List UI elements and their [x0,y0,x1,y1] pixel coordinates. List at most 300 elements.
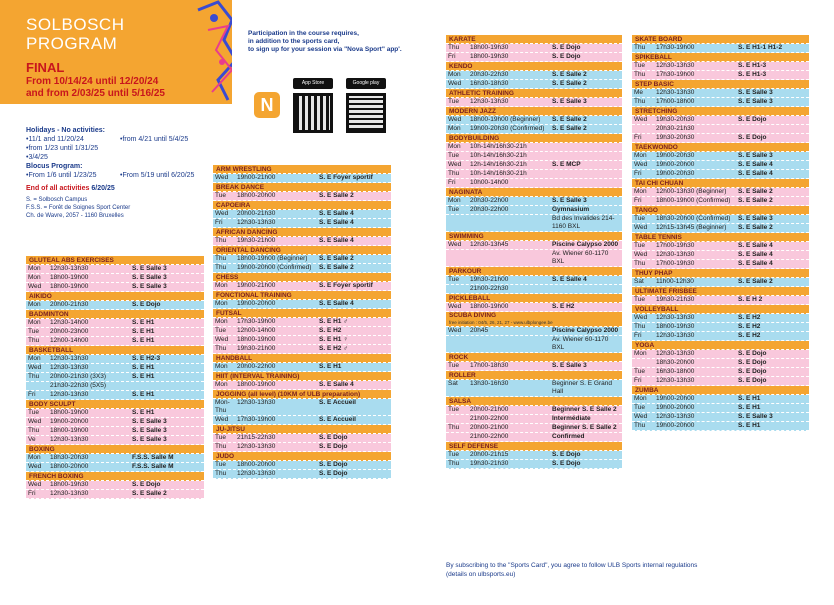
time-cell: 19h00-20h00 [50,418,89,425]
activity-title [213,183,391,192]
intro-line: to sign up for your session via "Nova Sport" app'. [248,46,402,53]
schedule-row [446,460,622,469]
schedule-row [632,404,809,413]
schedule-row [446,406,622,415]
schedule-row [446,336,622,353]
schedule-row [632,242,809,251]
day-cell: Wed [448,116,462,123]
activity-title [632,143,809,152]
schedule-row [26,436,204,445]
day-cell: Thu [28,427,40,434]
activity-title [446,232,622,241]
activity-title [213,201,391,210]
time-cell: 20h00-21h00 [470,406,509,413]
day-cell: Fri [448,53,456,60]
activity-section [26,472,204,499]
time-cell: 12h30-13h30 [656,332,695,339]
activity-title-text: THUY PHAP [635,270,673,277]
location-cell: S. E Salle 3 [738,98,773,105]
day-cell [448,336,470,352]
activity-section [213,309,391,354]
activity-title-text: TABLE TENNIS [635,234,682,241]
activity-title-text: HANDBALL [216,355,253,362]
activity-section [446,89,622,107]
day-cell: Mon [215,282,228,289]
activity-section [446,397,622,442]
time-cell: 18h00-20h00 [237,192,276,199]
location-cell: S. E Salle 4 [552,276,587,283]
activity-section [213,273,391,291]
schedule-row [632,188,809,197]
schedule-row [632,296,809,305]
time-cell: 12h00-14h00 [237,327,276,334]
day-cell: Thu [448,170,460,177]
location-cell: S. E Salle 3 [132,283,167,290]
time-cell: 19h00-20h30 [656,170,695,177]
time-cell: 12h30-13h30 [656,89,695,96]
activity-section [26,346,204,400]
activity-section [213,372,391,390]
day-cell: Thu [448,424,460,431]
location-cell: S. E Dojo [319,443,348,450]
activity-title-text: SALSA [449,398,472,405]
activity-title [446,35,622,44]
day-cell: Fri [448,179,456,186]
time-cell: 19h00-21h00 [237,174,276,181]
schedule-row [446,241,622,250]
location-cell [552,152,622,160]
time-cell: 20h00-21h30 (3X3) [50,373,107,380]
time-cell: 17h30-19h00 [656,71,695,78]
activity-section [213,291,391,309]
holiday-item: •from 4/21 until 5/4/25 [120,136,189,143]
location-cell [552,170,622,178]
activity-title-text: ROLLER [449,372,476,379]
activity-title [632,386,809,395]
schedule-row [632,71,809,80]
activity-section [632,107,809,143]
activity-section [26,400,204,445]
day-cell: Tue [215,192,226,199]
schedule-row [213,210,391,219]
schedule-row [446,152,622,161]
day-cell: Tue [215,434,226,441]
location-cell: S. E Dojo [738,350,767,357]
time-cell: 12h30-13h30 [470,98,509,105]
activity-title-text: BODY SCULPT [29,401,76,408]
schedule-row [632,89,809,98]
intro-line: Participation in the course requires, [248,30,359,37]
time-cell: 18h00-19h00 [237,336,276,343]
schedule-row [446,71,622,80]
time-cell: 18h00-19h00 (Confirmed) [656,197,731,204]
location-cell: S. E Dojo [738,377,767,384]
activity-title [213,309,391,318]
schedule-row [632,215,809,224]
activity-section [446,442,622,469]
location-cell: S. E H1 [738,404,761,411]
time-cell: 17h30-19h00 [237,318,276,325]
time-cell: 12h30-13h30 [237,443,276,450]
activity-section [446,62,622,89]
day-cell: Thu [634,98,646,105]
schedule-row [632,278,809,287]
day-cell: Mon [215,318,228,325]
activity-title [213,165,391,174]
location-cell: S. E Dojo [552,460,581,467]
day-cell: Mon [448,143,461,150]
day-cell: Fri [634,170,642,177]
location-cell: Beginner S. E Grand Hall [552,380,612,395]
day-cell: Thu [448,460,460,467]
time-cell: 20h00-23h00 [50,328,89,335]
intro-text [248,30,418,54]
day-cell: Mon [634,188,647,195]
day-cell: Thu [634,71,646,78]
activity-title-text: FRENCH BOXING [29,473,84,480]
day-cell: Wed [28,418,42,425]
time-cell: 19h30-20h30 [656,134,695,141]
schedule-column-3 [446,35,622,469]
day-cell: Thu [215,345,227,352]
activity-title-text: STEP BASIC [635,81,674,88]
location-cell: S. E Salle 4 [738,251,773,258]
schedule-row [26,373,204,382]
activity-title-text: SCUBA DIVING [449,312,497,319]
activity-title-text: NAGINATA [449,189,483,196]
footer-line: By subscribing to the "Sports Card", you agree to follow ULB Sports internal regulations [446,562,698,569]
schedule-row [213,318,391,327]
schedule-row [632,170,809,179]
time-cell: 16h30-18h30 [470,80,509,87]
schedule-row [446,303,622,312]
time-cell: 18h00-19h00 (Beginner) [237,255,308,262]
schedule-row [26,283,204,292]
day-cell: Mon [28,301,41,308]
time-cell: 12h30-13h30 [237,219,276,226]
day-cell: Wed [448,327,462,334]
day-cell: Tue [448,451,459,458]
location-cell: S. E Dojo [319,470,348,477]
location-cell: S. E Accueil [319,416,356,423]
location-cell: Gymnasium [552,206,590,213]
time-cell: 12h30-13h30 [237,470,276,477]
day-cell: Thu [634,44,646,51]
day-cell: Mon [28,274,41,281]
day-cell: Wed [215,336,229,343]
activity-title [213,372,391,381]
activity-title-text: KENDO [449,63,473,70]
time-cell: 16h30-18h00 [656,368,695,375]
location-cell: S. E H1 ♂ [319,318,349,325]
activity-title-text: TAEKWONDO [635,144,678,151]
location-cell: S. E Dojo [738,368,767,375]
activity-section [26,310,204,346]
day-cell: Tue [448,206,459,213]
day-cell: Wed [448,241,462,248]
schedule-row [632,161,809,170]
day-cell: Sat [448,380,458,387]
activity-title-text: ULTIMATE FRISBEE [635,288,697,295]
location-cell: S. E H2 [738,314,761,321]
location-cell: S. E H1 ♀ [319,336,349,343]
schedule-row [632,359,809,368]
location-cell: S. E Dojo [132,481,161,488]
activity-title-text: JUDO [216,453,235,460]
location-cell: Av. Wiener 60-1170 BXL [552,336,609,351]
location-cell: S. E H1 [132,337,155,344]
location-cell: Beginner S. E Salle 2 [552,424,617,431]
legend-solbosch: S. = Solbosch Campus [26,197,88,203]
time-cell: 12h30-13h30 [50,391,89,398]
activity-section [213,183,391,201]
google-play-badge[interactable]: Google play [346,78,386,89]
location-cell: S. E H1 [132,409,155,416]
day-cell: Wed [634,116,648,123]
final-label: FINAL [26,60,65,75]
schedule-row [446,276,622,285]
activity-title [26,310,204,319]
location-cell: S. E Salle 2 [319,192,354,199]
activity-title-text: STRETCHING [635,108,678,115]
time-cell: 18h00-19h00 [50,283,89,290]
time-cell: 20h30-22h30 [470,71,509,78]
activity-title [213,390,391,399]
activity-title [446,134,622,143]
activity-title-text: CHESS [216,274,239,281]
day-cell: Sat [634,278,644,285]
activity-section [213,228,391,246]
location-cell [552,179,622,187]
time-cell: 12h30-13h30 [656,62,695,69]
schedule-row [632,332,809,341]
time-cell: 20h00-21h15 [470,451,509,458]
day-cell: Mon [448,125,461,132]
day-cell: Mon [215,381,228,388]
day-cell: Thu [448,44,460,51]
location-cell: S. E Salle 4 [319,300,354,307]
day-cell: Wed [634,161,648,168]
time-cell: 12h30-14h00 [50,319,89,326]
activity-title [213,425,391,434]
location-cell: S. E Salle 2 [552,80,587,87]
schedule-row [26,328,204,337]
activity-section [446,312,622,353]
time-cell: 10h-14h/16h30-21h [470,170,527,177]
schedule-row [213,282,391,291]
day-cell: Mon [215,363,228,370]
activity-section [213,452,391,479]
day-cell: Thu [634,422,646,429]
blocus-title: Blocus Program: [26,163,83,170]
location-cell [738,125,809,133]
day-cell: Mon [28,265,41,272]
schedule-row [213,300,391,309]
time-cell: 19h00-21h00 [237,282,276,289]
activity-title [632,179,809,188]
day-cell: Mon [215,300,228,307]
time-cell: 17h00-18h00 [656,98,695,105]
time-cell [470,336,552,352]
schedule-row [213,174,391,183]
schedule-row [446,415,622,424]
activity-title-text: JU-JITSU [216,426,245,433]
time-cell: 17h00-19h30 [656,260,695,267]
holiday-item: •3/4/25 [26,154,48,161]
activity-title [213,452,391,461]
location-cell: S. E H1 [132,373,155,380]
day-cell [448,415,470,423]
activity-title [446,267,622,276]
schedule-row [446,44,622,53]
schedule-row [446,362,622,371]
location-cell: S. E Dojo [738,116,767,123]
time-cell: 20h30-22h00 [470,197,509,204]
schedule-row [213,461,391,470]
time-cell: 18h00-19h00 (Beginner) [470,116,541,123]
day-cell: Thu [215,255,227,262]
location-cell: S. E Dojo [738,359,767,366]
location-cell: F.S.S. Salle M [132,463,174,470]
day-cell: Fri [634,332,642,339]
day-cell: Wed [28,463,42,470]
location-cell: S. E H1 [738,422,761,429]
day-cell [634,125,656,133]
location-cell: S. E Salle 4 [319,210,354,217]
location-cell: S. E Foyer sportif [319,282,373,289]
activity-section [446,134,622,188]
time-cell: 21h30-22h30 (5X5) [50,382,107,389]
time-cell: 21h00-22h00 [470,415,509,422]
schedule-row [632,125,809,134]
schedule-row [26,355,204,364]
location-cell: S. E Salle 3 [132,418,167,425]
day-cell: Thu [634,260,646,267]
schedule-row [26,481,204,490]
activity-title-text: BOXING [29,446,55,453]
location-cell: S. E Dojo [552,53,581,60]
time-cell: 20h45 [470,327,489,334]
location-cell: S. E Salle 4 [319,381,354,388]
time-cell: 12h30-13h30 [237,399,276,406]
activity-section [213,425,391,452]
activity-title [213,246,391,255]
time-cell: 20h30-22h00 [470,206,509,213]
schedule-row [26,490,204,499]
schedule-row [446,327,622,336]
location-cell: S. E Salle 2 [738,224,773,231]
location-cell: S. E H1 [132,364,155,371]
time-cell: 19h30-21h00 [470,276,509,283]
nova-sport-app-icon[interactable]: N [254,92,280,118]
schedule-row [26,265,204,274]
location-cell: Piscine Calypso 2000 [552,327,619,334]
activity-title-text: FONCTIONAL TRAINING [216,292,292,299]
activity-section [632,287,809,305]
schedule-row [632,116,809,125]
location-cell: S. E Salle 2 [132,490,167,497]
day-cell: Thu [634,323,646,330]
day-cell: Tue [28,328,39,335]
time-cell: 10h-14h/16h30-21h [470,143,527,150]
day-cell: Mon [448,197,461,204]
time-cell: 10h00-14h00 [470,179,509,186]
location-cell: S. E Salle 3 [132,274,167,281]
activity-title [632,287,809,296]
activity-section [446,267,622,294]
day-cell: Mon [28,454,41,461]
time-cell: 12h30-13h30 [50,364,89,371]
location-cell: Intermédiate [552,415,591,422]
location-cell: S. E Dojo [132,301,161,308]
location-cell: S. E Salle 4 [738,242,773,249]
activity-section [632,80,809,107]
location-cell: Av. Wiener 60-1170 BXL [552,250,609,265]
schedule-row [632,44,809,53]
activity-title-text: BREAK DANCE [216,184,265,191]
app-store-badge[interactable]: App Store [293,78,333,89]
location-cell: S. E Salle 3 [738,413,773,420]
time-cell: 21h00-22h30 [470,285,509,292]
location-cell: S. E Dojo [738,134,767,141]
time-cell: 18h30-20h30 [50,454,89,461]
time-cell: 19h00-20h00 [656,404,695,411]
activity-section [632,233,809,269]
schedule-row [446,170,622,179]
time-cell: 18h00-19h00 [50,274,89,281]
day-cell: Tue [634,404,645,411]
day-cell: Wed [448,161,462,168]
day-cell: Fri [634,197,642,204]
activity-title-text: CAPOEIRA [216,202,251,209]
day-cell: Thu [28,337,40,344]
activity-title [446,371,622,380]
location-cell: Bd des Invalides 214-1160 BXL [552,215,615,230]
schedule-row [632,98,809,107]
activity-title-text: ARM WRESTLING [216,166,272,173]
time-cell: 19h00-20h00 [656,422,695,429]
location-cell: S. E Salle 4 [738,170,773,177]
activity-title [446,107,622,116]
activity-title-text: ROCK [449,354,469,361]
decorative-figures [188,0,232,104]
activity-title-text: PICKLEBALL [449,295,491,302]
day-cell: Fri [215,219,223,226]
day-cell: Tue [634,296,645,303]
day-cell: Tue [28,409,39,416]
activity-title [632,341,809,350]
schedule-row [446,161,622,170]
time-cell: 12h30-13h30 [656,251,695,258]
location-cell: S. E Salle 3 [738,152,773,159]
schedule-row [446,250,622,267]
day-cell: Tue [448,276,459,283]
location-cell: S. E H2-3 [132,355,161,362]
activity-title [26,346,204,355]
holiday-item: •11/1 and 11/20/24 [26,136,84,143]
activity-title [213,354,391,363]
schedule-row [446,206,622,215]
schedule-column-4 [632,35,809,431]
day-cell: Fri [28,391,36,398]
location-cell: S. E H2 ♂ [319,345,349,352]
day-cell: Thu [215,237,227,244]
schedule-row [213,434,391,443]
blocus-item: •From 5/19 until 6/20/25 [120,172,195,179]
activity-title-text: HIIT (INTERVAL TRAINING) [216,373,300,380]
footer-note [446,561,806,579]
legend-address: Ch. de Wavre, 2057 - 1160 Bruxelles [26,213,124,219]
